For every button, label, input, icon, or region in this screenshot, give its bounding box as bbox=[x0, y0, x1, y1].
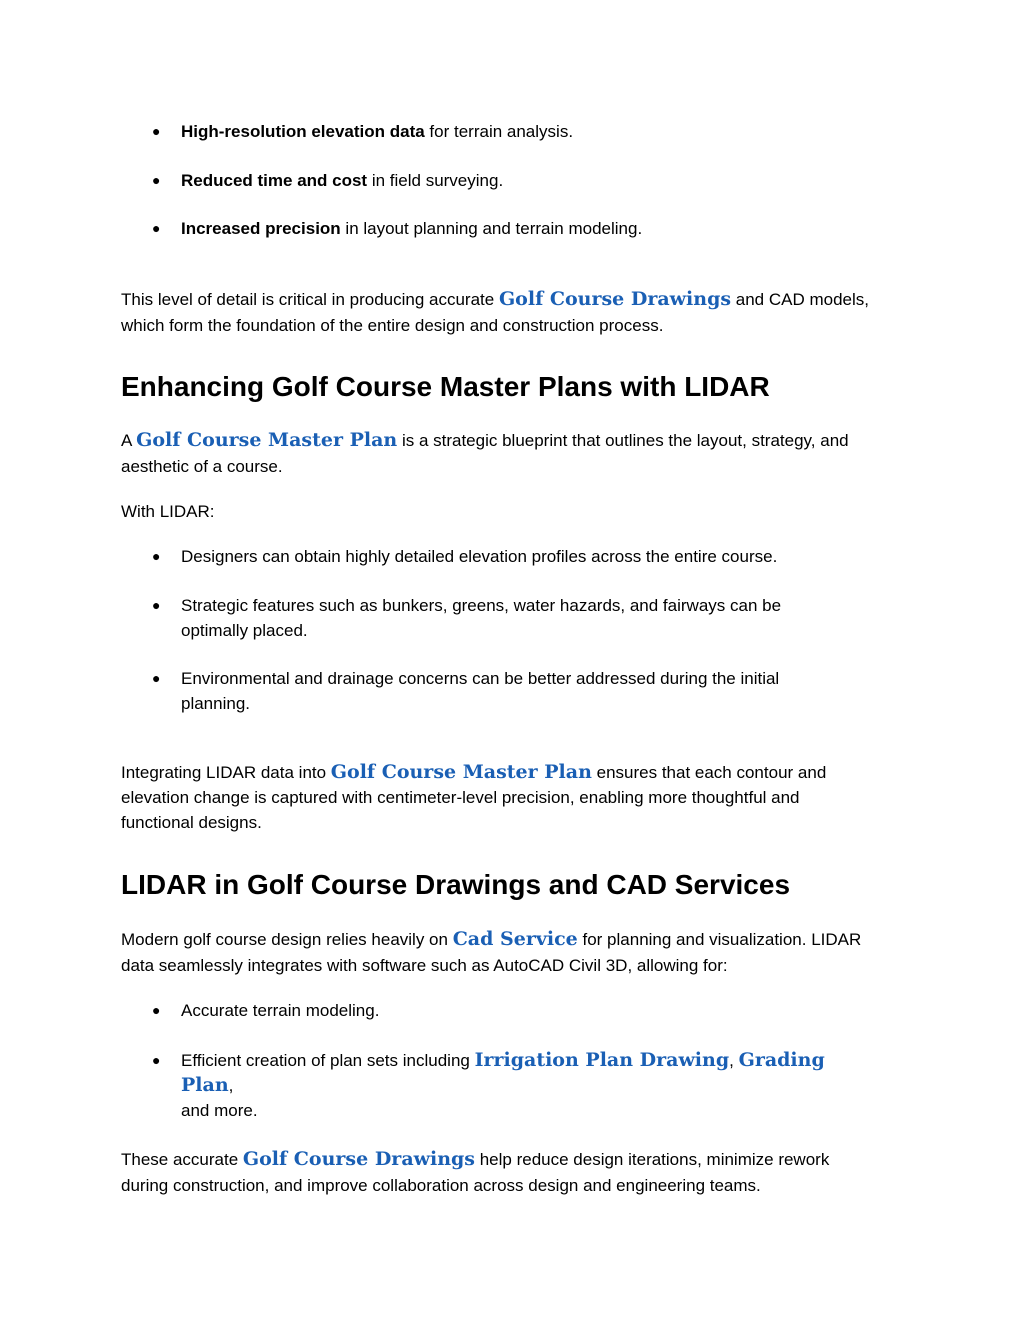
list-item-text: Accurate terrain modeling. bbox=[181, 1001, 380, 1020]
bold-text: Increased precision bbox=[181, 219, 341, 238]
section-heading: Enhancing Golf Course Master Plans with LIDAR bbox=[121, 371, 770, 402]
paragraph-text: elevation change is captured with centimeter-level precision, enabling more thoughtful and bbox=[121, 788, 800, 807]
paragraph bbox=[121, 286, 911, 339]
list-item-text bbox=[181, 593, 881, 643]
paragraph-text: aesthetic of a course. bbox=[121, 457, 283, 476]
list-item-text bbox=[181, 168, 881, 193]
golf-course-drawings-link[interactable]: Golf Course Drawings bbox=[498, 288, 732, 310]
list-item-text bbox=[181, 1048, 881, 1123]
punctuation: , bbox=[228, 1076, 234, 1095]
paragraph bbox=[121, 427, 911, 480]
list-item-line: planning. bbox=[181, 694, 251, 713]
list-item-text bbox=[181, 216, 881, 241]
paragraph-text: ensures that each contour and bbox=[591, 763, 827, 782]
paragraph-text: and CAD models, bbox=[731, 290, 869, 309]
paragraph-text: These accurate bbox=[121, 1150, 243, 1169]
cad-service-link[interactable]: Cad Service bbox=[452, 928, 578, 950]
list-item-text: Designers can obtain highly detailed elevation profiles across the entire course. bbox=[181, 547, 778, 566]
paragraph bbox=[121, 926, 911, 979]
separator: , bbox=[729, 1051, 739, 1070]
paragraph: With LIDAR: bbox=[121, 502, 215, 521]
paragraph-text: Modern golf course design relies heavily on bbox=[121, 930, 453, 949]
golf-course-master-plan-link[interactable]: Golf Course Master Plan bbox=[330, 761, 592, 783]
paragraph-text: A bbox=[121, 431, 137, 450]
bullet: ● bbox=[152, 670, 161, 686]
paragraph-text: Integrating LIDAR data into bbox=[121, 763, 331, 782]
irrigation-plan-drawing-link[interactable]: Irrigation Plan Drawing bbox=[474, 1049, 730, 1071]
bullet: ● bbox=[152, 220, 161, 236]
paragraph bbox=[121, 1146, 911, 1199]
bold-text: Reduced time and cost bbox=[181, 171, 368, 190]
grading-plan-link[interactable]: Grading Plan bbox=[181, 1049, 825, 1096]
list-item-rest: in layout planning and terrain modeling. bbox=[340, 219, 643, 238]
golf-course-drawings-link[interactable]: Golf Course Drawings bbox=[242, 1148, 475, 1170]
paragraph-text: which form the foundation of the entire design and construction process. bbox=[121, 316, 664, 335]
golf-course-master-plan-link[interactable]: Golf Course Master Plan bbox=[136, 429, 398, 451]
list-item-rest: for terrain analysis. bbox=[424, 122, 574, 141]
list-item-line: Environmental and drainage concerns can be better addressed during the initial bbox=[181, 669, 780, 688]
list-item-text bbox=[181, 119, 881, 144]
list-item-line: Strategic features such as bunkers, greens, water hazards, and fairways can be bbox=[181, 596, 782, 615]
bullet: ● bbox=[152, 1002, 161, 1018]
bullet: ● bbox=[152, 597, 161, 613]
section-heading: LIDAR in Golf Course Drawings and CAD Services bbox=[121, 869, 791, 900]
list-item-text bbox=[181, 666, 881, 716]
bullet: ● bbox=[152, 123, 161, 139]
list-item-line: and more. bbox=[181, 1101, 258, 1120]
list-item-rest: in field surveying. bbox=[367, 171, 504, 190]
paragraph-text: during construction, and improve collaboration across design and engineering teams. bbox=[121, 1176, 761, 1195]
paragraph-text: functional designs. bbox=[121, 813, 262, 832]
bullet: ● bbox=[152, 548, 161, 564]
list-item-line: optimally placed. bbox=[181, 621, 308, 640]
paragraph-text: is a strategic blueprint that outlines the layout, strategy, and bbox=[397, 431, 849, 450]
paragraph-text: data seamlessly integrates with software such as AutoCAD Civil 3D, allowing for: bbox=[121, 956, 728, 975]
paragraph-text: This level of detail is critical in producing accurate bbox=[121, 290, 499, 309]
list-item-line: Efficient creation of plan sets including bbox=[181, 1051, 475, 1070]
paragraph bbox=[121, 760, 911, 835]
paragraph-text: help reduce design iterations, minimize rework bbox=[475, 1150, 830, 1169]
bold-text: High-resolution elevation data bbox=[181, 122, 425, 141]
bullet: ● bbox=[152, 1052, 161, 1068]
paragraph-text: for planning and visualization. LIDAR bbox=[577, 930, 862, 949]
bullet: ● bbox=[152, 172, 161, 188]
